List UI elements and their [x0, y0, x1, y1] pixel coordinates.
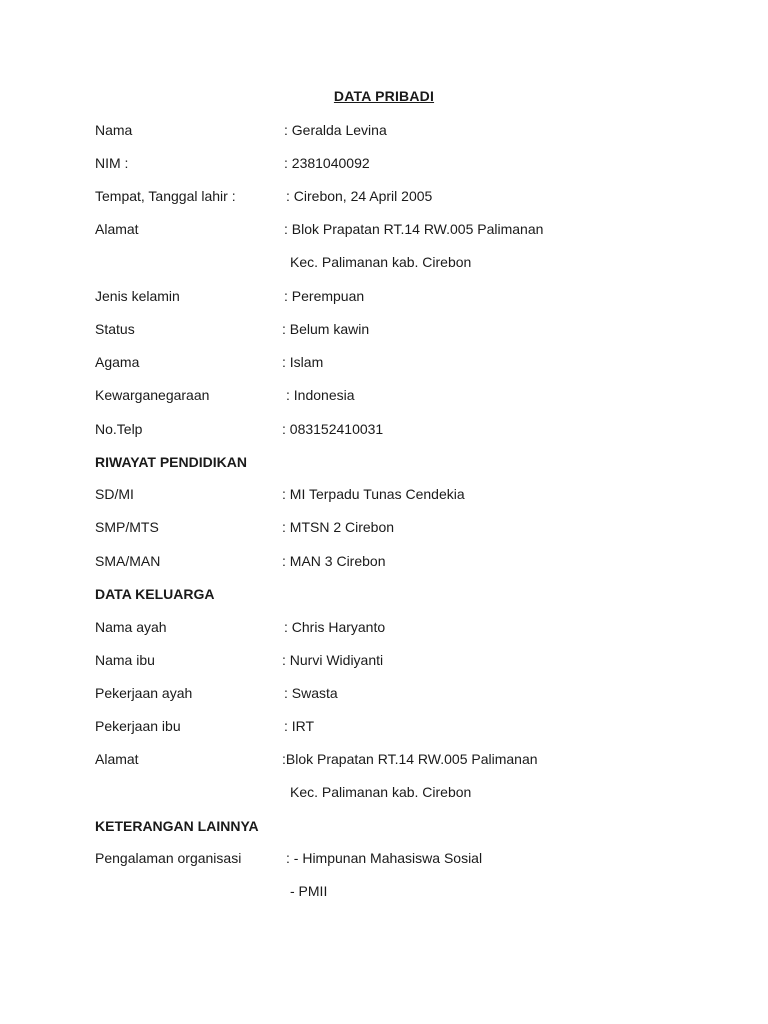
label-jenis-kelamin: Jenis kelamin	[95, 288, 180, 304]
value-alamat-line2: Kec. Palimanan kab. Cirebon	[290, 254, 472, 270]
label-kewarganegaraan: Kewarganegaraan	[95, 387, 210, 403]
label-pekerjaan-ayah: Pekerjaan ayah	[95, 685, 193, 701]
value-nim: : 2381040092	[284, 155, 370, 171]
label-alamat-keluarga: Alamat	[95, 751, 139, 767]
value-nama-ibu: : Nurvi Widiyanti	[282, 652, 384, 668]
value-agama: : Islam	[282, 354, 324, 370]
label-alamat: Alamat	[95, 221, 139, 237]
label-telp: No.Telp	[95, 421, 143, 437]
label-sd: SD/MI	[95, 486, 134, 502]
label-status: Status	[95, 321, 135, 337]
label-ttl: Tempat, Tanggal lahir :	[95, 188, 236, 204]
label-nim: NIM :	[95, 155, 129, 171]
value-pekerjaan-ibu: : IRT	[284, 718, 315, 734]
value-alamat-keluarga: :Blok Prapatan RT.14 RW.005 Palimanan	[282, 751, 538, 767]
value-kewarganegaraan: : Indonesia	[286, 387, 355, 403]
label-smp: SMP/MTS	[95, 519, 159, 535]
value-ttl: : Cirebon, 24 April 2005	[286, 188, 433, 204]
section-heading-family: DATA KELUARGA	[95, 586, 215, 602]
label-agama: Agama	[95, 354, 140, 370]
value-telp: : 083152410031	[282, 421, 384, 437]
value-jenis-kelamin: : Perempuan	[284, 288, 365, 304]
value-smp: : MTSN 2 Cirebon	[282, 519, 395, 535]
value-nama-ayah: : Chris Haryanto	[284, 619, 386, 635]
value-sd: : MI Terpadu Tunas Cendekia	[282, 486, 465, 502]
value-pekerjaan-ayah: : Swasta	[284, 685, 338, 701]
label-sma: SMA/MAN	[95, 553, 161, 569]
section-heading-other: KETERANGAN LAINNYA	[95, 818, 259, 834]
value-alamat: : Blok Prapatan RT.14 RW.005 Palimanan	[284, 221, 544, 237]
value-organisasi: : - Himpunan Mahasiswa Sosial	[286, 850, 483, 866]
section-heading-education: RIWAYAT PENDIDIKAN	[95, 454, 247, 470]
label-nama-ayah: Nama ayah	[95, 619, 167, 635]
label-nama: Nama	[95, 122, 133, 138]
value-organisasi-line2: - PMII	[290, 883, 328, 899]
label-pekerjaan-ibu: Pekerjaan ibu	[95, 718, 181, 734]
value-status: : Belum kawin	[282, 321, 370, 337]
value-nama: : Geralda Levina	[284, 122, 387, 138]
label-organisasi: Pengalaman organisasi	[95, 850, 242, 866]
value-alamat-keluarga-line2: Kec. Palimanan kab. Cirebon	[290, 784, 472, 800]
label-nama-ibu: Nama ibu	[95, 652, 155, 668]
document-title: DATA PRIBADI	[333, 88, 435, 104]
value-sma: : MAN 3 Cirebon	[282, 553, 386, 569]
